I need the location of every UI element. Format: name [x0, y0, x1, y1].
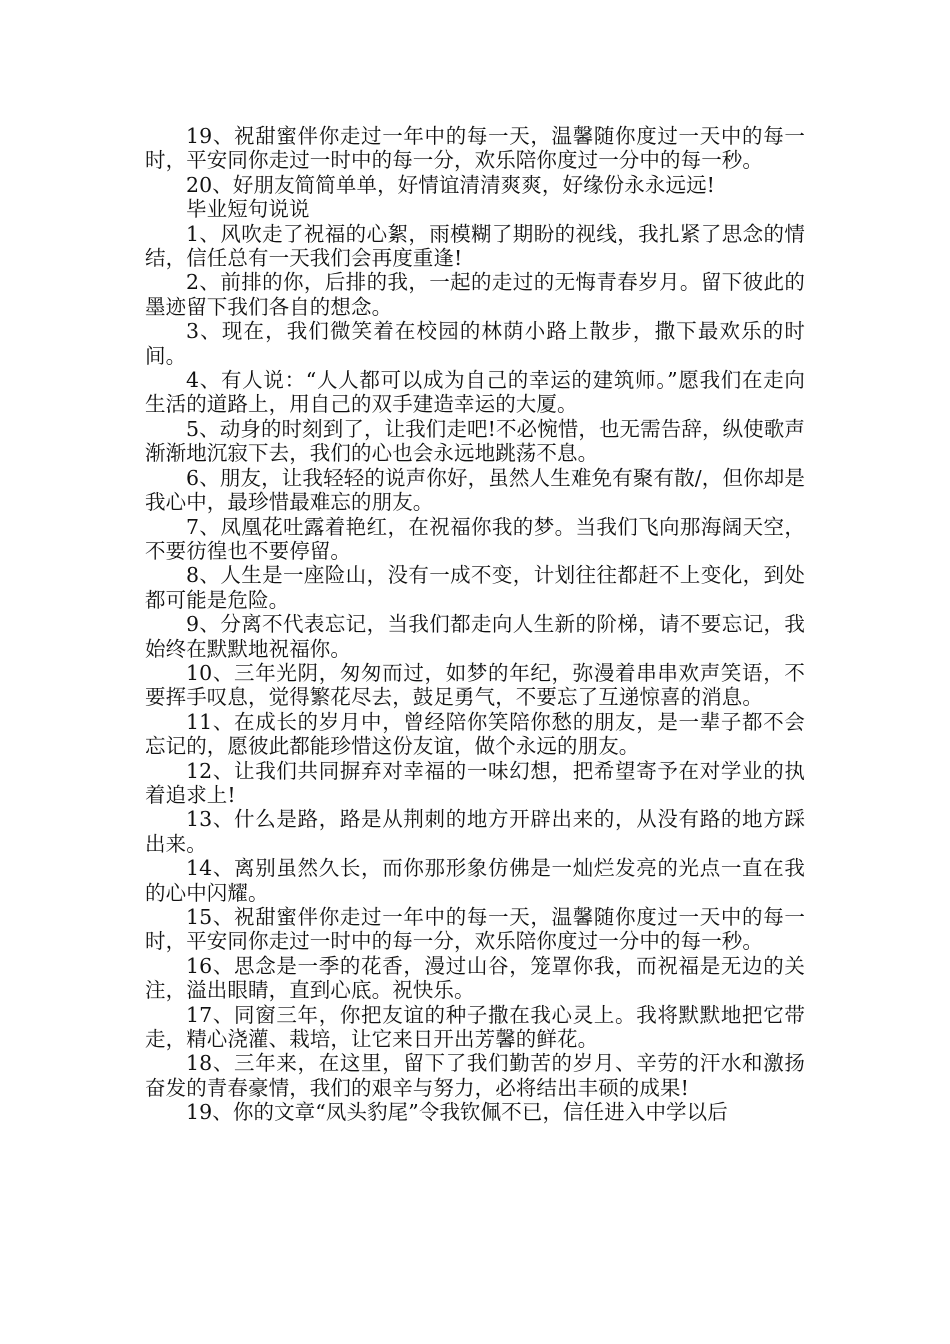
paragraph-13: 13、什么是路，路是从荆刺的地方开辟出来的，从没有路的地方踩出来。 [145, 807, 805, 856]
paragraph-4: 4、有人说：“人人都可以成为自己的幸运的建筑师。”愿我们在走向生活的道路上，用自己的双手建造幸运的大厦。 [145, 368, 805, 417]
paragraph-6: 6、朋友，让我轻轻的说声你好，虽然人生难免有聚有散/，但你却是我心中，最珍惜最难忘的朋友。 [145, 465, 805, 515]
paragraph-14: 14、离别虽然久长，而你那形象仿佛是一灿烂发亮的光点一直在我的心中闪耀。 [145, 856, 805, 905]
paragraph-1: 1、风吹走了祝福的心絮，雨模糊了期盼的视线，我扎紧了思念的情结，信任总有一天我们会再度重逢! [145, 221, 805, 271]
paragraph-9: 9、分离不代表忘记，当我们都走向人生新的阶梯，请不要忘记，我始终在默默地祝福你。 [145, 612, 805, 661]
paragraph-7: 7、凤凰花吐露着艳红，在祝福你我的梦。当我们飞向那海阔天空，不要彷徨也不要停留。 [145, 514, 805, 563]
paragraph-17: 17、同窗三年，你把友谊的种子撒在我心灵上。我将默默地把它带走，精心浇灌、栽培，让它来日开出芳馨的鲜花。 [145, 1002, 805, 1052]
paragraph-2: 2、前排的你，后排的我，一起的走过的无悔青春岁月。留下彼此的墨迹留下我们各自的想念。 [145, 270, 805, 319]
paragraph-10: 10、三年光阴，匆匆而过，如梦的年纪，弥漫着串串欢声笑语，不要挥手叹息，觉得繁花尽去，鼓足勇气，不要忘了互递惊喜的消息。 [145, 660, 805, 710]
paragraph-5: 5、动身的时刻到了，让我们走吧!不必惋惜，也无需告辞，纵使歌声渐渐地沉寂下去，我们的心也会永远地跳荡不息。 [145, 416, 805, 466]
paragraph-3: 3、现在，我们微笑着在校园的林荫小路上散步，撒下最欢乐的时间。 [145, 319, 805, 368]
document-body [145, 124, 805, 1125]
paragraph-8: 8、人生是一座险山，没有一成不变，计划往往都赶不上变化，到处都可能是危险。 [145, 563, 805, 612]
paragraph-19: 19、你的文章“凤头豹尾”令我钦佩不已，信任进入中学以后 [186, 1100, 728, 1125]
paragraph-top-20: 20、好朋友简简单单，好情谊清清爽爽，好缘份永永远远! [186, 172, 716, 197]
paragraph-18: 18、三年来，在这里，留下了我们勤苦的岁月、辛劳的汗水和激扬奋发的青春豪情，我们的艰辛与努力，必将结出丰硕的成果! [145, 1051, 805, 1100]
paragraph-12: 12、让我们共同摒弃对幸福的一味幻想，把希望寄予在对学业的执着追求上! [145, 758, 805, 807]
paragraph-15: 15、祝甜蜜伴你走过一年中的每一天，温馨随你度过一天中的每一时，平安同你走过一时中的每一分，欢乐陪你度过一分中的每一秒。 [145, 905, 805, 954]
paragraph-16: 16、思念是一季的花香，漫过山谷，笼罩你我，而祝福是无边的关注，溢出眼睛，直到心底。祝快乐。 [145, 953, 805, 1003]
paragraph-11: 11、在成长的岁月中，曾经陪你笑陪你愁的朋友，是一辈子都不会忘记的，愿彼此都能珍惜这份友谊，做个永远的朋友。 [145, 709, 805, 759]
section-heading: 毕业短句说说 [186, 197, 310, 222]
paragraph-top-19: 19、祝甜蜜伴你走过一年中的每一天，温馨随你度过一天中的每一时，平安同你走过一时中的每一分，欢乐陪你度过一分中的每一秒。 [145, 124, 805, 173]
